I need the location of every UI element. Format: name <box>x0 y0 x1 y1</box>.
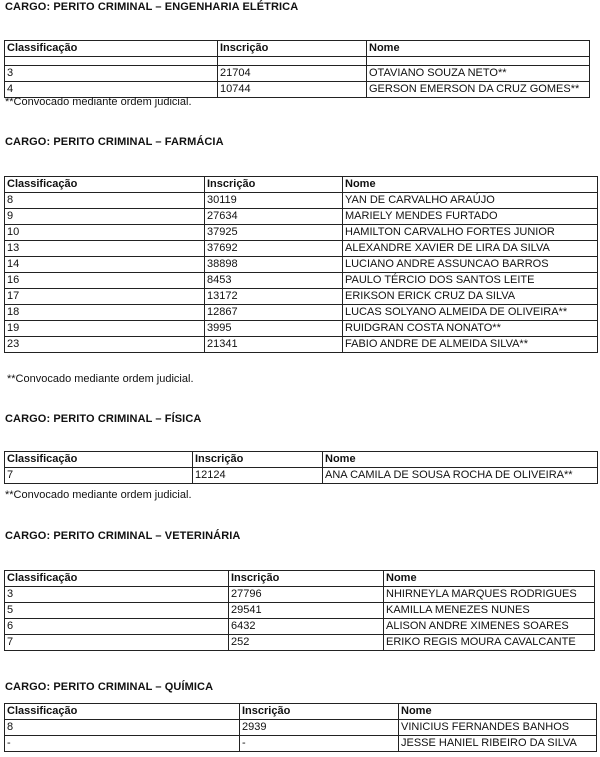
cell-nome: MARIELY MENDES FURTADO <box>343 209 598 225</box>
cell-classificacao: 13 <box>5 241 205 257</box>
cell-classificacao: 8 <box>5 193 205 209</box>
table-row <box>5 720 597 736</box>
cell-nome: JESSE HANIEL RIBEIRO DA SILVA <box>399 736 597 752</box>
cell-inscricao: 30119 <box>205 193 343 209</box>
cell-nome: YAN DE CARVALHO ARAÚJO <box>343 193 598 209</box>
cell-nome: FABIO ANDRE DE ALMEIDA SILVA** <box>343 337 598 353</box>
table-row <box>5 305 598 321</box>
cell-inscricao: 252 <box>229 635 384 651</box>
footnote: **Convocado mediante ordem judicial. <box>7 373 194 385</box>
header-inscricao: Inscrição <box>193 452 323 468</box>
header-nome: Nome <box>323 452 598 468</box>
cell-classificacao: 7 <box>5 635 229 651</box>
cell-inscricao: 8453 <box>205 273 343 289</box>
table-header-row <box>5 41 590 57</box>
results-table <box>4 40 590 98</box>
cell-classificacao: 10 <box>5 225 205 241</box>
table-row <box>5 209 598 225</box>
header-nome: Nome <box>384 571 595 587</box>
table-row <box>5 66 590 82</box>
cell-inscricao: 21704 <box>218 66 367 82</box>
header-inscricao: Inscrição <box>205 177 343 193</box>
cell-nome: LUCIANO ANDRE ASSUNCAO BARROS <box>343 257 598 273</box>
cell-inscricao: 10744 <box>218 82 367 98</box>
header-inscricao: Inscrição <box>240 704 399 720</box>
cell-classificacao: 16 <box>5 273 205 289</box>
table-row <box>5 587 595 603</box>
cell-classificacao: 3 <box>5 66 218 82</box>
table-row <box>5 619 595 635</box>
footnote: **Convocado mediante ordem judicial. <box>5 96 192 108</box>
results-table <box>4 703 597 752</box>
table-row <box>5 635 595 651</box>
cell-nome: ERIKSON ERICK CRUZ DA SILVA <box>343 289 598 305</box>
section-title: CARGO: PERITO CRIMINAL – VETERINÁRIA <box>5 530 241 542</box>
table-header-row <box>5 452 598 468</box>
table-row <box>5 241 598 257</box>
results-table <box>4 570 595 651</box>
cell-classificacao: 4 <box>5 82 218 98</box>
header-nome: Nome <box>399 704 597 720</box>
table-row <box>5 736 597 752</box>
cell-inscricao: 2939 <box>240 720 399 736</box>
section-title: CARGO: PERITO CRIMINAL – QUÍMICA <box>5 681 214 693</box>
results-table <box>4 451 598 484</box>
cell-classificacao: 23 <box>5 337 205 353</box>
cell-classificacao: - <box>5 736 240 752</box>
table-row <box>5 257 598 273</box>
table-header-row <box>5 177 598 193</box>
cell-nome: ALISON ANDRE XIMENES SOARES <box>384 619 595 635</box>
cell-inscricao: 3995 <box>205 321 343 337</box>
section-title: CARGO: PERITO CRIMINAL – FÍSICA <box>5 413 202 425</box>
header-inscricao: Inscrição <box>218 41 367 57</box>
table-row <box>5 337 598 353</box>
cell-inscricao: 38898 <box>205 257 343 273</box>
cell-classificacao: 8 <box>5 720 240 736</box>
table-row <box>5 273 598 289</box>
header-classificacao: Classificação <box>5 571 229 587</box>
cell-classificacao: 6 <box>5 619 229 635</box>
header-classificacao: Classificação <box>5 177 205 193</box>
table-row <box>5 225 598 241</box>
header-nome: Nome <box>367 41 590 57</box>
cell-nome: RUIDGRAN COSTA NONATO** <box>343 321 598 337</box>
table-header-row <box>5 704 597 720</box>
cell-classificacao: 7 <box>5 468 193 484</box>
cell-nome: ANA CAMILA DE SOUSA ROCHA DE OLIVEIRA** <box>323 468 598 484</box>
cell-nome: OTAVIANO SOUZA NETO** <box>367 66 590 82</box>
cell-inscricao: 6432 <box>229 619 384 635</box>
cell-inscricao: 27796 <box>229 587 384 603</box>
header-classificacao: Classificação <box>5 452 193 468</box>
cell-classificacao: 18 <box>5 305 205 321</box>
header-classificacao: Classificação <box>5 41 218 57</box>
header-inscricao: Inscrição <box>229 571 384 587</box>
cell-inscricao: - <box>240 736 399 752</box>
results-table <box>4 176 598 353</box>
cell-classificacao: 3 <box>5 587 229 603</box>
cell-classificacao: 14 <box>5 257 205 273</box>
cell-inscricao: 37925 <box>205 225 343 241</box>
table-row <box>5 603 595 619</box>
cell-inscricao: 27634 <box>205 209 343 225</box>
cell-nome: HAMILTON CARVALHO FORTES JUNIOR <box>343 225 598 241</box>
table-row <box>5 289 598 305</box>
cell-classificacao: 19 <box>5 321 205 337</box>
cell-inscricao: 12124 <box>193 468 323 484</box>
table-row <box>5 321 598 337</box>
cell-nome: GERSON EMERSON DA CRUZ GOMES** <box>367 82 590 98</box>
table-header-row <box>5 571 595 587</box>
section-title: CARGO: PERITO CRIMINAL – FARMÁCIA <box>5 136 224 148</box>
header-classificacao: Classificação <box>5 704 240 720</box>
cell-inscricao: 21341 <box>205 337 343 353</box>
cell-nome: ALEXANDRE XAVIER DE LIRA DA SILVA <box>343 241 598 257</box>
cell-nome: LUCAS SOLYANO ALMEIDA DE OLIVEIRA** <box>343 305 598 321</box>
cell-nome: KAMILLA MENEZES NUNES <box>384 603 595 619</box>
table-row <box>5 193 598 209</box>
cell-classificacao: 5 <box>5 603 229 619</box>
table-row <box>5 468 598 484</box>
cell-nome: ERIKO REGIS MOURA CAVALCANTE <box>384 635 595 651</box>
cell-nome: PAULO TÉRCIO DOS SANTOS LEITE <box>343 273 598 289</box>
section-title: CARGO: PERITO CRIMINAL – ENGENHARIA ELÉTRICA <box>5 1 299 13</box>
footnote: **Convocado mediante ordem judicial. <box>5 489 192 501</box>
cell-classificacao: 9 <box>5 209 205 225</box>
cell-classificacao: 17 <box>5 289 205 305</box>
cell-inscricao: 13172 <box>205 289 343 305</box>
cell-nome: VINICIUS FERNANDES BANHOS <box>399 720 597 736</box>
header-nome: Nome <box>343 177 598 193</box>
cell-nome: NHIRNEYLA MARQUES RODRIGUES <box>384 587 595 603</box>
cell-inscricao: 12867 <box>205 305 343 321</box>
cell-inscricao: 29541 <box>229 603 384 619</box>
cell-inscricao: 37692 <box>205 241 343 257</box>
